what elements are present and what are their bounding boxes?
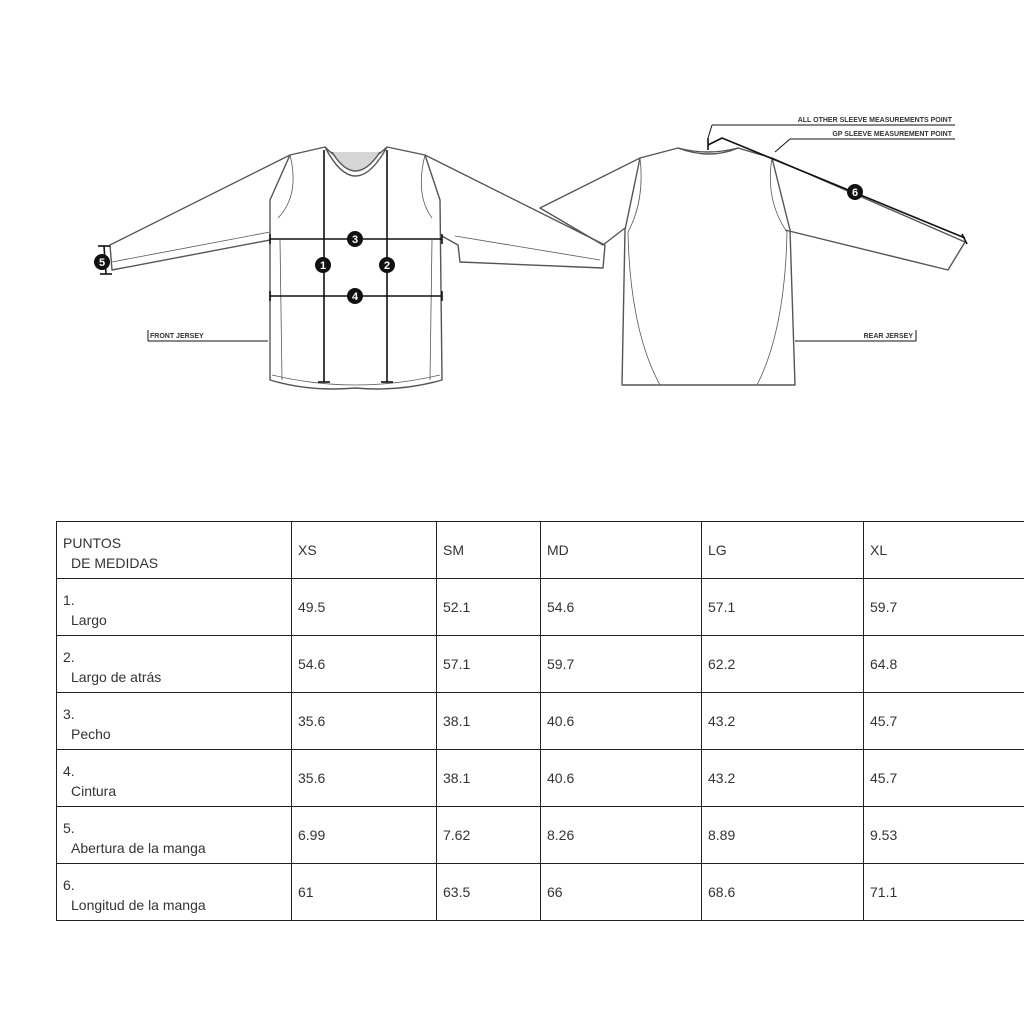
all-sleeve-point-label: ALL OTHER SLEEVE MEASUREMENTS POINT [797, 117, 952, 124]
header-size-lg: LG [702, 522, 864, 579]
size-value-cell: 57.1 [702, 579, 864, 636]
size-value-cell: 54.6 [292, 636, 437, 693]
rear-jersey-label: REAR JERSEY [863, 333, 913, 340]
svg-text:2: 2 [383, 260, 391, 272]
marker-badge-6 [847, 184, 863, 200]
size-value-cell: 6.99 [292, 807, 437, 864]
measure-point-number: 4. [63, 763, 75, 779]
measurement-lines [98, 125, 967, 382]
size-value-cell: 38.1 [437, 750, 541, 807]
marker-badge-4 [347, 288, 363, 304]
size-value-cell: 61 [292, 864, 437, 921]
measure-point-label [57, 750, 292, 807]
gp-sleeve-point-label: GP SLEEVE MEASUREMENT POINT [832, 131, 952, 138]
size-value-cell: 8.26 [541, 807, 702, 864]
header-size-xl: XL [864, 522, 1024, 579]
header-label-line1: PUNTOS [63, 535, 122, 551]
measure-point-label [57, 636, 292, 693]
table-row [57, 693, 1024, 750]
table-row [57, 579, 1024, 636]
size-value-cell: 54.6 [541, 579, 702, 636]
size-value-cell: 57.1 [437, 636, 541, 693]
header-size-sm: SM [437, 522, 541, 579]
measure-point-number: 2. [63, 649, 75, 665]
size-value-cell: 38.1 [437, 693, 541, 750]
size-value-cell: 49.5 [292, 579, 437, 636]
size-value-cell: 35.6 [292, 693, 437, 750]
measure-point-label [57, 579, 292, 636]
table-row [57, 864, 1024, 921]
svg-text:1: 1 [319, 260, 327, 272]
size-value-cell: 45.7 [864, 693, 1024, 750]
marker-badge-2 [379, 257, 395, 273]
size-value-cell: 40.6 [541, 750, 702, 807]
header-size-xs: XS [292, 522, 437, 579]
size-value-cell: 35.6 [292, 750, 437, 807]
size-value-cell: 43.2 [702, 693, 864, 750]
table-header-row [57, 522, 1024, 579]
measure-point-label [57, 693, 292, 750]
svg-text:6: 6 [851, 187, 859, 199]
measure-point-number: 6. [63, 877, 75, 893]
table-row [57, 807, 1024, 864]
measure-point-label [57, 864, 292, 921]
size-value-cell: 59.7 [541, 636, 702, 693]
size-value-cell: 64.8 [864, 636, 1024, 693]
marker-badge-3 [347, 231, 363, 247]
svg-text:3: 3 [351, 234, 359, 246]
measure-point-number: 5. [63, 820, 75, 836]
measure-point-name: Largo de atrás [71, 669, 162, 685]
svg-text:4: 4 [351, 291, 359, 303]
jersey-technical-diagram [0, 0, 1024, 470]
size-value-cell: 7.62 [437, 807, 541, 864]
header-measure-points [57, 522, 292, 579]
measure-point-name: Pecho [71, 726, 111, 742]
measure-point-label [57, 807, 292, 864]
svg-text:5: 5 [98, 257, 106, 269]
front-jersey-drawing [110, 147, 605, 389]
header-size-md: MD [541, 522, 702, 579]
table-row [57, 750, 1024, 807]
front-jersey-label: FRONT JERSEY [150, 333, 204, 340]
size-value-cell: 62.2 [702, 636, 864, 693]
size-value-cell: 52.1 [437, 579, 541, 636]
measure-point-number: 3. [63, 706, 75, 722]
size-value-cell: 43.2 [702, 750, 864, 807]
measure-point-name: Largo [71, 612, 107, 628]
table-row [57, 636, 1024, 693]
measure-point-name: Longitud de la manga [71, 897, 206, 913]
measure-point-name: Abertura de la manga [71, 840, 206, 856]
header-label-line2: DE MEDIDAS [71, 555, 159, 571]
size-value-cell: 66 [541, 864, 702, 921]
size-value-cell: 63.5 [437, 864, 541, 921]
size-value-cell: 45.7 [864, 750, 1024, 807]
size-value-cell: 59.7 [864, 579, 1024, 636]
size-value-cell: 40.6 [541, 693, 702, 750]
marker-badge-5 [94, 254, 110, 270]
size-chart-table [56, 521, 1024, 921]
size-value-cell: 68.6 [702, 864, 864, 921]
size-value-cell: 8.89 [702, 807, 864, 864]
measure-point-number: 1. [63, 592, 75, 608]
size-value-cell: 9.53 [864, 807, 1024, 864]
marker-badge-1 [315, 257, 331, 273]
size-value-cell: 71.1 [864, 864, 1024, 921]
measure-point-name: Cintura [71, 783, 117, 799]
